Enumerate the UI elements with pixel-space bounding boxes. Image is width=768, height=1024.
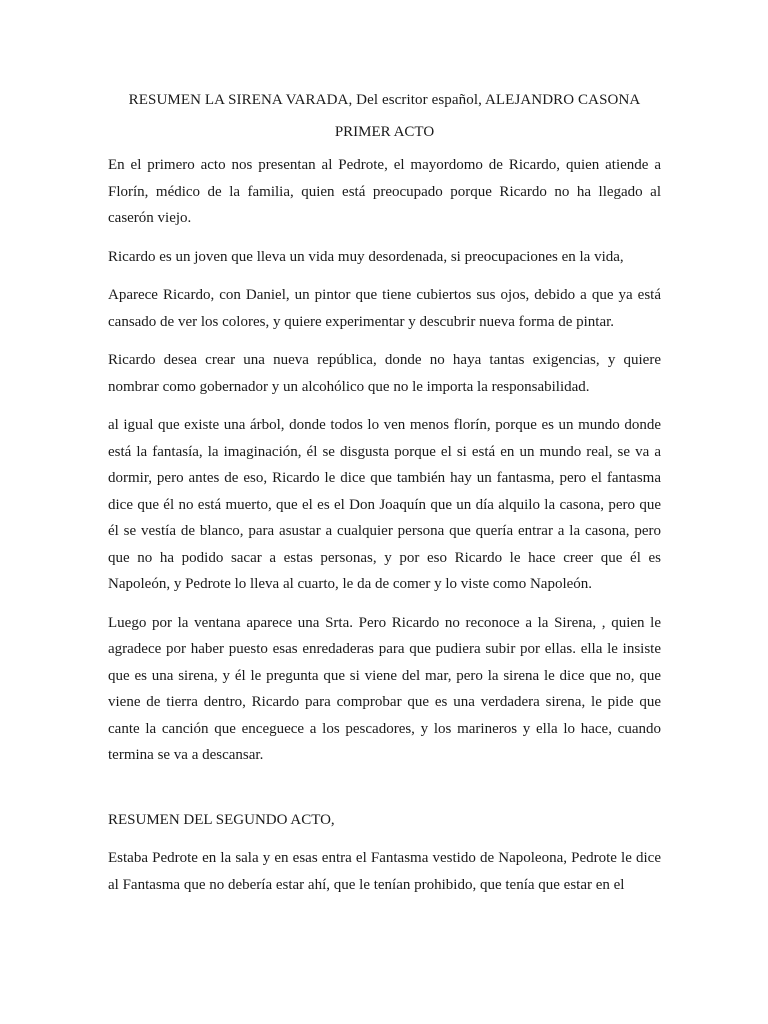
paragraph: Estaba Pedrote en la sala y en esas entra el Fantasma vestido de Napoleona, Pedrote le dice al Fantasma que no debería estar ahí, que le tenían prohibido, que tenía que estar en el [108,850,661,893]
document-page [108,90,661,910]
paragraph: al igual que existe una árbol, donde todos lo ven menos florín, porque es un mundo donde está la fantasía, la imaginación, él se disgusta porque el si está en un mundo real, se va a dormir, pero antes de eso, Ricardo le dice que también hay un fantasma, pero el fantasma dice que él no está muerto, que el es el Don Joaquín que un día alquilo la casona, pero que él se vestía de blanco, para asustar a cualquier persona que quería entrar a la casona, pero que no ha podido sacar a estas personas, y por eso Ricardo le hace creer que él es Napoleón, y Pedrote lo lleva al cuarto, le da de comer y lo viste como Napoleón. [108,417,661,592]
paragraph: En el primero acto nos presentan al Pedrote, el mayordomo de Ricardo, quien atiende a Florín, médico de la familia, quien está preocupado porque Ricardo no ha llegado al caserón viejo. [108,157,661,226]
paragraph: Aparece Ricardo, con Daniel, un pintor que tiene cubiertos sus ojos, debido a que ya está cansado de ver los colores, y quiere experimentar y descubrir nueva forma de pintar. [108,287,661,330]
paragraph: Ricardo desea crear una nueva república, donde no haya tantas exigencias, y quiere nombrar como gobernador y un alcohólico que no le importa la responsabilidad. [108,352,661,395]
act-two-heading: RESUMEN DEL SEGUNDO ACTO, [108,811,335,828]
paragraph: Luego por la ventana aparece una Srta. Pero Ricardo no reconoce a la Sirena, , quien le agradece por haber puesto esas enredaderas para que pudiera subir por ellas. ella le insiste que es una sirena, y él le pregunta que si viene del mar, pero la sirena le dice que no, que viene de tierra dentro, Ricardo para comprobar que es una verdadera sirena, le pide que cante la canción que enceguece a los pescadores, y los marineros y ella lo hace, cuando termina se va a descansar. [108,614,661,763]
paragraph: Ricardo es un joven que lleva un vida muy desordenada, si preocupaciones en la vida, [108,248,624,265]
document-title: RESUMEN LA SIRENA VARADA, Del escritor español, ALEJANDRO CASONA [128,92,641,108]
act-one-heading: PRIMER ACTO [334,124,435,140]
